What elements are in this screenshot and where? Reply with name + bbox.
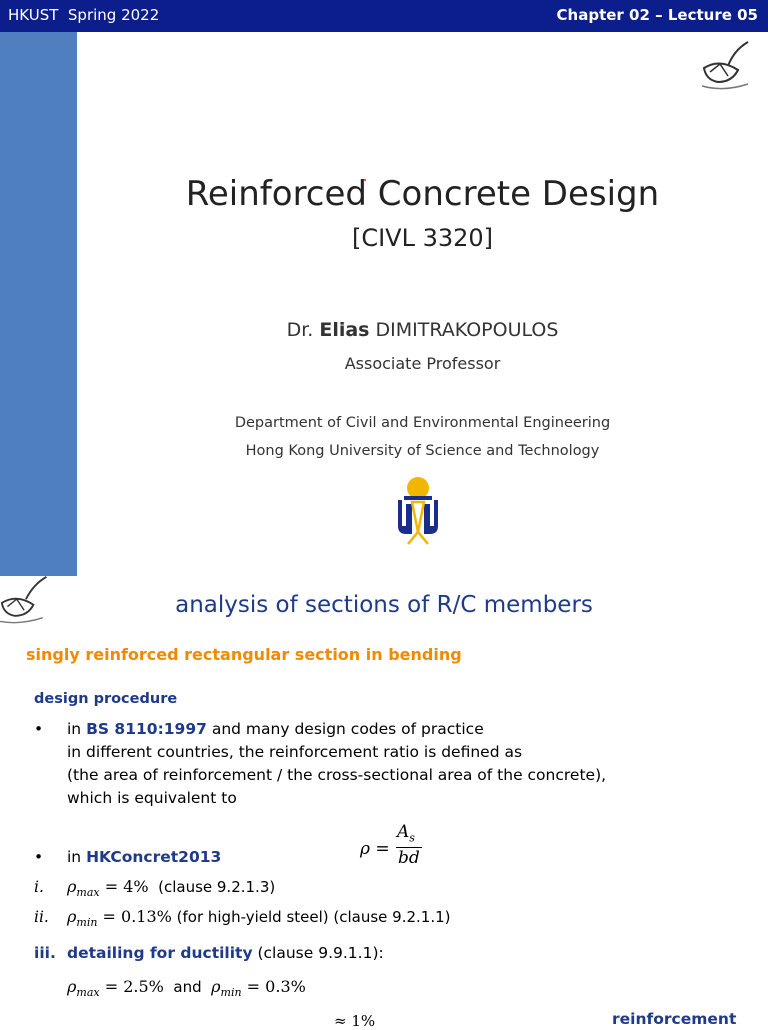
department: Department of Civil and Environmental Engineering: [234, 415, 611, 431]
bullet1-line2: in different countries, the reinforcement ratio is defined as: [67, 743, 523, 761]
item-i-equation: [67, 877, 275, 899]
item-iii-text: [67, 944, 384, 962]
author-prefix: Dr.: [286, 319, 320, 341]
hkust-emblem-icon: [698, 38, 754, 94]
formula-numerator: [397, 822, 415, 844]
bs8110-code: BS 8110:1997: [86, 720, 207, 738]
rho-min-value: = 0.13%: [97, 907, 172, 926]
rho-max-symbol: ρ: [67, 877, 77, 896]
formula-denominator: bd: [398, 848, 420, 868]
rho-min-symbol: ρ: [67, 907, 77, 926]
author-last-name: DIMITRAKOPOULOS: [369, 319, 559, 341]
bullet1-line3: (the area of reinforcement / the cross-sectional area of the concrete),: [67, 766, 607, 784]
bullet1-prefix: in: [67, 720, 87, 738]
ductility-rho-min-sub: min: [220, 986, 242, 1000]
header-right: Chapter 02 – Lecture 05: [556, 6, 758, 24]
bullet1-suffix: and many design codes of practice: [206, 720, 484, 738]
formula-numerator-sub: s: [409, 831, 415, 845]
ductility-rho-min-value: = 0.3%: [241, 977, 306, 996]
item-i-note: (clause 9.2.1.3): [148, 878, 276, 896]
header-left: HKUST Spring 2022: [8, 6, 160, 24]
cutoff-fragment-right: reinforcement: [612, 1010, 737, 1028]
bullet2-prefix: in: [67, 848, 87, 866]
ductility-rho-max-value: = 2.5%: [99, 977, 164, 996]
bullet-marker-2: •: [34, 848, 44, 866]
ductility-heading: detailing for ductility: [67, 944, 253, 962]
item-i-label: i.: [34, 878, 44, 896]
author-name: [77, 319, 768, 341]
ductility-rho-max-sub: max: [76, 986, 100, 1000]
rho-max-sub: max: [76, 886, 100, 900]
slide2-subtitle: singly reinforced rectangular section in bending: [26, 645, 462, 664]
item-ii-note: (for high-yield steel) (clause 9.2.1.1): [171, 908, 451, 926]
university: Hong Kong University of Science and Technology: [245, 443, 600, 459]
slide2-title: analysis of sections of R/C members: [175, 592, 593, 618]
header-bar: [0, 0, 768, 32]
bullet1-line1: [67, 720, 484, 738]
ductility-and: and: [163, 978, 212, 996]
bullet1-line4: which is equivalent to: [67, 789, 237, 807]
item-iii-note: (clause 9.9.1.1):: [252, 944, 384, 962]
formula-numerator-symbol: A: [397, 822, 410, 842]
hkust-logo-icon: [392, 474, 444, 546]
item-iii-label: iii.: [34, 944, 56, 962]
author-position: Associate Professor: [344, 354, 501, 373]
course-code: [CIVL 3320]: [351, 224, 494, 252]
cutoff-fragment-left: ≈ 1%: [334, 1012, 376, 1030]
item-ii-equation: [67, 907, 451, 929]
slide-title: Reinforced Concrete Design: [185, 174, 660, 214]
left-stripe: [0, 32, 77, 576]
formula-lhs: ρ =: [360, 839, 390, 859]
bullet-marker: •: [34, 720, 44, 738]
ductility-equation: [67, 977, 306, 999]
author-first-name: Elias: [319, 319, 370, 341]
ductility-rho-min: ρ: [211, 977, 221, 996]
item-ii-label: ii.: [34, 908, 49, 926]
rho-min-sub: min: [76, 916, 98, 930]
ductility-rho-max: ρ: [67, 977, 77, 996]
rho-max-value: = 4%: [99, 877, 149, 896]
bullet2-line: [67, 848, 221, 866]
hkconcrete-code: HKConcret2013: [86, 848, 222, 866]
section-heading: design procedure: [34, 691, 178, 707]
